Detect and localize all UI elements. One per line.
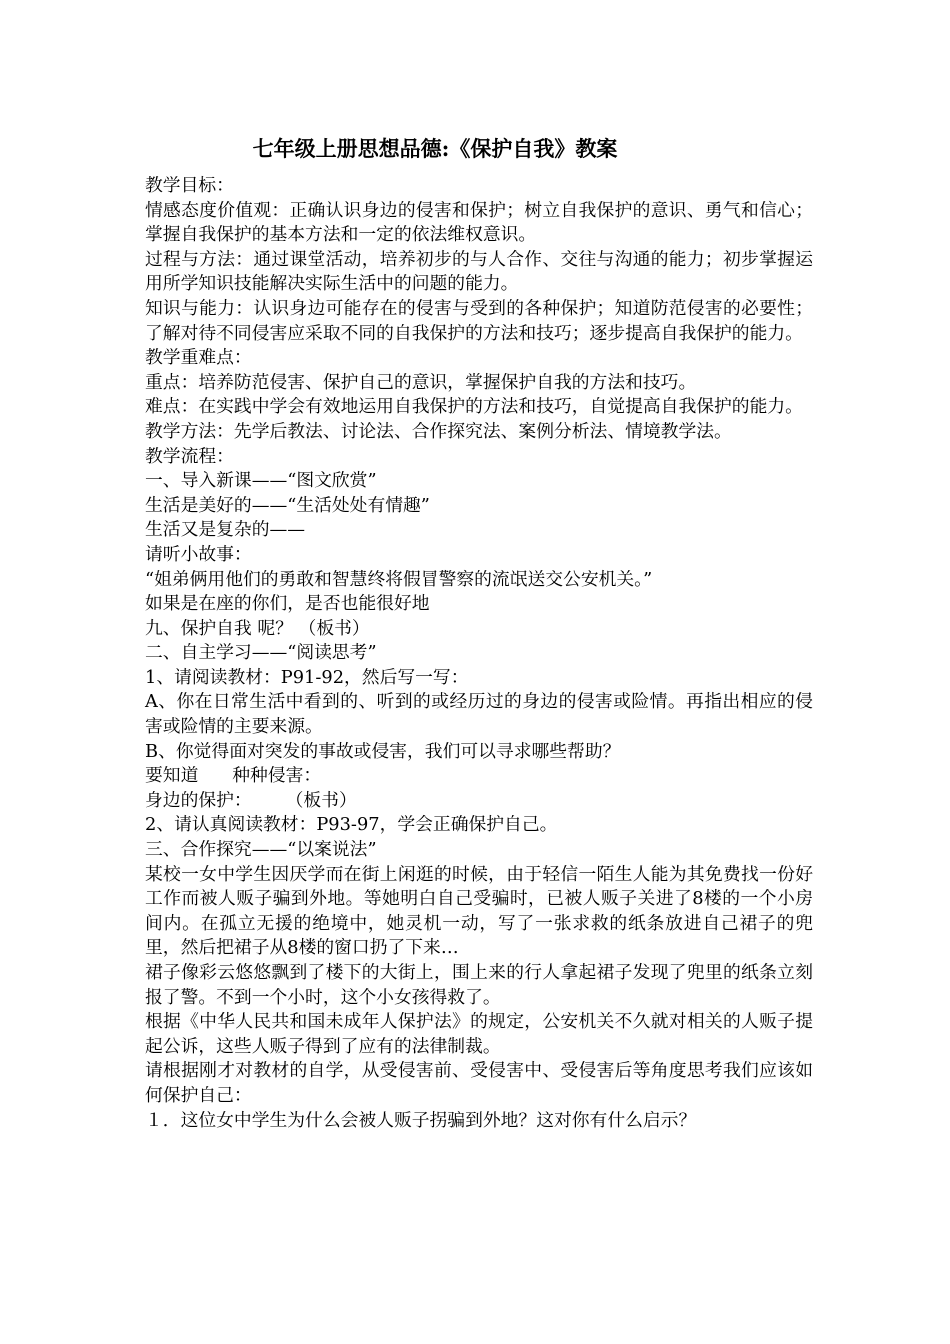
paragraph-teaching-process-heading: 教学流程： — [145, 445, 234, 467]
paragraph-protect-self-board: 九、保护自我 呢？ （板书） — [145, 617, 370, 639]
paragraph-case-law: 根据《中华人民共和国未成年人保护法》的规定，公安机关不久就对相关的人贩子提起公诉，这些人贩子得到了应有的法律制裁。 — [145, 1011, 813, 1057]
paragraph-life-beautiful: 生活是美好的——“生活处处有情趣” — [145, 494, 430, 516]
paragraph-difficult-point: 难点：在实践中学会有效地运用自我保护的方法和技巧，自觉提高自我保护的能力。 — [145, 396, 803, 418]
paragraph-think-prompt: 请根据刚才对教材的自学，从受侵害前、受侵害中、受侵害后等角度思考我们应该如何保护自己： — [145, 1060, 813, 1106]
paragraph-self-study-section: 二、自主学习——“阅读思考” — [145, 642, 377, 664]
paragraph-question-a: A、你在日常生活中看到的、听到的或经历过的身边的侵害或险情。再指出相应的侵害或险情的主要来源。 — [145, 691, 813, 738]
document-title: 七年级上册思想品德:《保护自我》教案 — [252, 136, 618, 161]
paragraph-life-complex: 生活又是复杂的—— — [145, 519, 306, 541]
document-body — [145, 174, 813, 1133]
paragraph-read-textbook-1: 1、请阅读教材：P91-92，然后写一写： — [145, 666, 469, 688]
paragraph-if-you: 如果是在座的你们，是否也能很好地 — [145, 593, 430, 615]
paragraph-case-story: 某校一女中学生因厌学而在街上闲逛的时候，由于轻信一陌生人能为其免费找一份好工作而被人贩子骗到外地。等她明白自己受骗时，已被人贩子关进了8楼的一个小房间内。在孤立无援的绝境中，她灵机一动，写了一张求救的纸条放进自己裙子的兜里，然后把裙子从8楼的窗口扔了下来… — [145, 863, 813, 959]
paragraph-case-rescue: 裙子像彩云悠悠飘到了楼下的大街上，围上来的行人拿起裙子发现了兜里的纸条立刻报了警。不到一个小时，这个小女孩得救了。 — [145, 962, 813, 1008]
paragraph-know-harms: 要知道 种种侵害： — [145, 765, 322, 787]
paragraph-teaching-goals-heading: 教学目标： — [145, 175, 234, 196]
paragraph-question-b: B、你觉得面对突发的事故或侵害，我们可以寻求哪些帮助？ — [145, 740, 621, 762]
paragraph-story-quote: “姐弟俩用他们的勇敢和智慧终将假冒警察的流氓送交公安机关。” — [145, 568, 653, 590]
paragraph-listen-story: 请听小故事： — [145, 543, 252, 565]
paragraph-teaching-method: 教学方法：先学后教法、讨论法、合作探究法、案例分析法、情境教学法。 — [145, 420, 732, 442]
paragraph-knowledge-ability: 知识与能力：认识身边可能存在的侵害与受到的各种保护；知道防范侵害的必要性；了解对待不同侵害应采取不同的自我保护的方法和技巧；逐步提高自我保护的能力。 — [145, 297, 813, 344]
paragraph-key-difficult-heading: 教学重难点： — [145, 347, 252, 369]
paragraph-cooperative-section: 三、合作探究——“以案说法” — [145, 839, 377, 861]
paragraph-read-textbook-2: 2、请认真阅读教材：P93-97，学会正确保护自己。 — [145, 814, 558, 836]
paragraph-question-1: １．这位女中学生为什么会被人贩子拐骗到外地？这对你有什么启示？ — [145, 1109, 697, 1131]
paragraph-intro-section: 一、导入新课——“图文欣赏” — [145, 470, 377, 492]
paragraph-process-method: 过程与方法：通过课堂活动，培养初步的与人合作、交往与沟通的能力；初步掌握运用所学知识技能解决实际生活中的问题的能力。 — [145, 248, 813, 295]
paragraph-emotion-attitude: 情感态度价值观：正确认识身边的侵害和保护；树立自我保护的意识、勇气和信心；掌握自我保护的基本方法和一定的依法维权意识。 — [145, 199, 813, 246]
paragraph-protection-board: 身边的保护： （板书） — [145, 789, 357, 811]
paragraph-key-point: 重点：培养防范侵害、保护自己的意识，掌握保护自我的方法和技巧。 — [145, 371, 697, 393]
